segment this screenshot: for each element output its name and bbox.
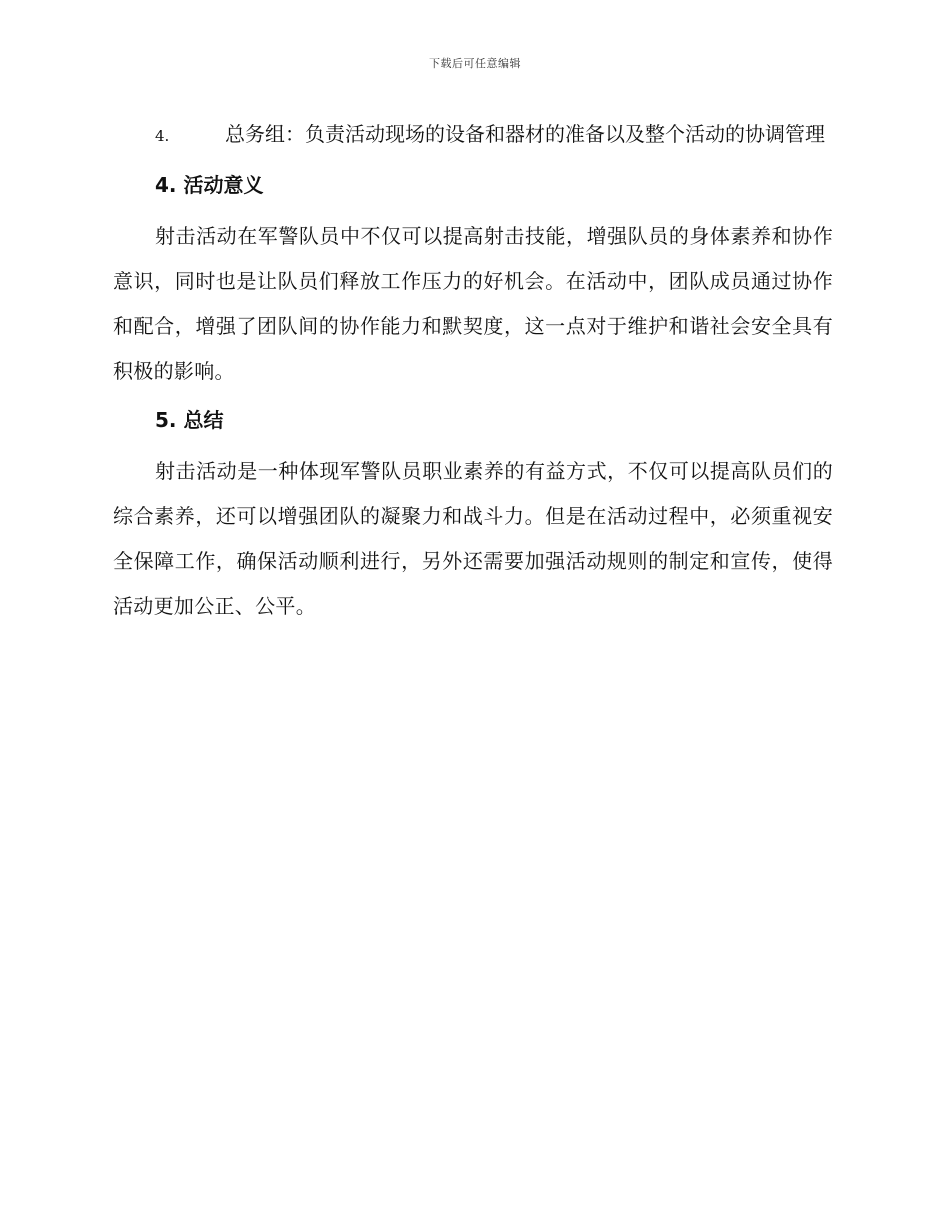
document-body — [113, 112, 833, 636]
list-item-text: 总务组：负责活动现场的设备和器材的准备以及整个活动的协调管理 — [225, 122, 825, 146]
list-item-number: 4. — [155, 127, 170, 145]
header-note: 下载后可任意编辑 — [429, 57, 521, 70]
section-heading-significance: 4. 活动意义 — [155, 173, 264, 197]
list-item-4 — [113, 112, 833, 159]
section-heading-summary: 5. 总结 — [155, 408, 224, 432]
section-paragraph-summary: 射击活动是一种体现军警队员职业素养的有益方式，不仅可以提高队员们的综合素养，还可以增强团队的凝聚力和战斗力。但是在活动过程中，必须重视安全保障工作，确保活动顺利进行，另外还需要加强活动规则的制定和宣传，使得活动更加公正、公平。 — [113, 459, 833, 618]
section-paragraph-significance: 射击活动在军警队员中不仅可以提高射击技能，增强队员的身体素养和协作意识，同时也是让队员们释放工作压力的好机会。在活动中，团队成员通过协作和配合，增强了团队间的协作能力和默契度，这一点对于维护和谐社会安全具有积极的影响。 — [113, 224, 833, 383]
